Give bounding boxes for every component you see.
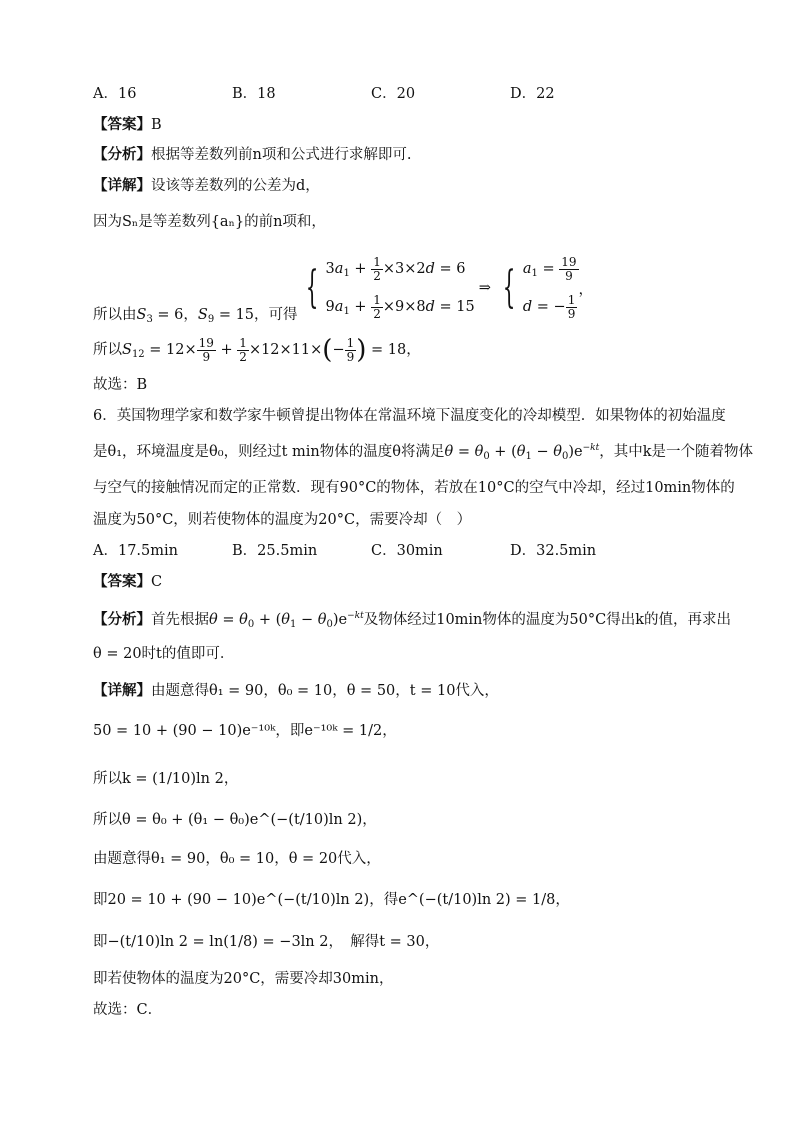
answer-tag: 【答案】 bbox=[93, 116, 151, 133]
cooling-formula: $\theta = \theta_0 + (\theta_1 - \theta_0)e^{-kt}$ bbox=[209, 611, 364, 630]
q5-answer-line bbox=[93, 118, 162, 133]
equation-system: $3a_1$ + $\frac{1}{2}$ ×3×2d = 6 $9a_1$ + $\frac{1}{2}$ ×9×8d = 15 bbox=[325, 254, 475, 321]
q5-option-b: B．18 bbox=[232, 86, 276, 102]
analysis-tag: 【分析】 bbox=[93, 611, 151, 628]
q5-detail-line-1 bbox=[93, 179, 320, 194]
detail-tag: 【详解】 bbox=[93, 177, 151, 194]
q6-detail-line-6: 即20 = 10 + (90 − 10)e^(−(t/10)ln 2)，得e^(−(t/10)ln 2) = 1/8， bbox=[93, 892, 570, 908]
answer-tag: 【答案】 bbox=[93, 573, 151, 590]
q5-conclusion: 故选：B bbox=[93, 377, 148, 393]
q6-detail-line-8: 即若使物体的温度为20°C，需要冷却30min， bbox=[93, 971, 394, 987]
sum-formula: $S_{12} = 12\times$ $\frac{19}{9}$ + $\frac{1}{2}$ ×12×11×(− $\frac{1}{9}$ ) = 18 bbox=[122, 335, 407, 366]
q6-detail-line-2: 50 = 10 + (90 − 10)e⁻¹⁰ᵏ，即e⁻¹⁰ᵏ = 1/2， bbox=[93, 723, 397, 739]
implies-arrow: ⇒ bbox=[478, 280, 491, 296]
q6-detail-line-7: 即−(t/10)ln 2 = ln(1/8) = −3ln 2， 解得t = 30， bbox=[93, 934, 440, 950]
q6-option-a: A．17.5min bbox=[93, 543, 178, 559]
q5-option-a: A．16 bbox=[93, 86, 137, 102]
analysis-text: 根据等差数列前n项和公式进行求解即可. bbox=[151, 147, 412, 163]
q6-option-b: B．25.5min bbox=[232, 543, 318, 559]
q5-option-d: D．22 bbox=[510, 86, 555, 102]
system-brace: { bbox=[305, 262, 318, 313]
q5-detail-line-3: 所以由$S_3 = 6$，$S_9 = 15$，可得{ $3a_1$ + $\frac{1}{2}$ ×3×2d = 6 $9a_1$ + $\frac{1}{2}$ ×9×8d = 15 ⇒ { $a_1$ = $\frac{19}{9}$ d = − $\frac{1}{9}$ ， bbox=[93, 250, 593, 326]
q6-analysis-line-1: 【分析】首先根据$\theta = \theta_0 + (\theta_1 - \theta_0)e^{-kt}$及物体经过10min物体的温度为50°C得出k的值，再求出 bbox=[93, 611, 731, 630]
solution-system: $a_1$ = $\frac{19}{9}$ d = − $\frac{1}{9}$ bbox=[522, 254, 577, 321]
q6-detail-line-5: 由题意得θ₁ = 90，θ₀ = 10，θ = 20代入， bbox=[93, 851, 381, 867]
detail-tag: 【详解】 bbox=[93, 682, 151, 699]
q6-option-d: D．32.5min bbox=[510, 543, 597, 559]
analysis-tag: 【分析】 bbox=[93, 146, 151, 163]
detail-text: 设该等差数列的公差为d， bbox=[151, 178, 320, 194]
q6-option-c: C．30min bbox=[371, 543, 443, 559]
q6-detail-line-1: 【详解】由题意得θ₁ = 90，θ₀ = 10，θ = 50，t = 10代入， bbox=[93, 682, 499, 699]
answer-value: C bbox=[151, 574, 163, 590]
q6-analysis-line-2: θ = 20时t的值即可． bbox=[93, 646, 235, 662]
q6-detail-line-4: 所以θ = θ₀ + (θ₁ − θ₀)e^(−(t/10)ln 2)， bbox=[93, 812, 377, 828]
q5-detail-line-2: 因为Sₙ是等差数列{aₙ}的前n项和， bbox=[93, 214, 326, 230]
q6-detail-line-3: 所以k = (1/10)ln 2， bbox=[93, 771, 239, 787]
q6-stem-line-2: 是θ₁，环境温度是θ₀，则经过t min物体的温度θ将满足$\theta = \theta_0 + (\theta_1 - \theta_0)e^{-kt}$，其中k是一个随着物体 bbox=[93, 443, 753, 462]
q6-stem-line-3: 与空气的接触情况而定的正常数．现有90°C的物体，若放在10°C的空气中冷却，经过10min物体的 bbox=[93, 480, 735, 496]
q5-option-c: C．20 bbox=[371, 86, 416, 102]
given-values: $S_3 = 6$，$S_9 = 15$ bbox=[136, 307, 255, 325]
q6-stem-line-1: 6．英国物理学家和数学家牛顿曾提出物体在常温环境下温度变化的冷却模型．如果物体的初始温度 bbox=[93, 408, 726, 424]
q6-answer-line bbox=[93, 575, 162, 590]
q6-stem-line-4: 温度为50°C，则若使物体的温度为20°C，需要冷却（ ） bbox=[93, 512, 472, 528]
q5-detail-line-4: 所以$S_{12} = 12\times$ $\frac{19}{9}$ + $\frac{1}{2}$ ×12×11×(− $\frac{1}{9}$ ) = 18， bbox=[93, 335, 421, 366]
q5-analysis-line bbox=[93, 148, 411, 163]
cooling-formula: $\theta = \theta_0 + (\theta_1 - \theta_0)e^{-kt}$ bbox=[444, 443, 600, 462]
answer-value: B bbox=[151, 117, 162, 133]
q6-conclusion: 故选：C． bbox=[93, 1002, 163, 1018]
